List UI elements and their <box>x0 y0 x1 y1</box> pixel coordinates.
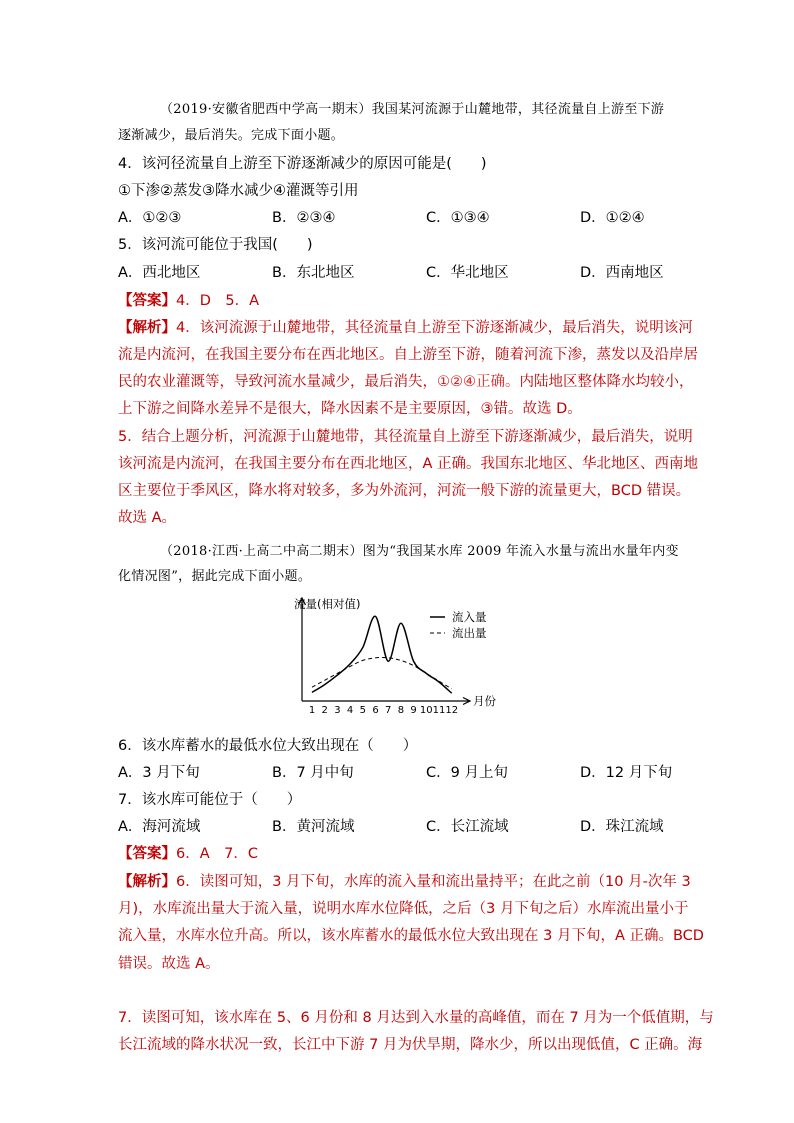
x-tick-label: 2 <box>321 705 328 716</box>
q7-stem: 7．该水库可能位于（ ） <box>118 792 302 808</box>
analysis-4-line-1 <box>118 316 693 337</box>
x-tick-label: 8 <box>397 705 405 716</box>
question-intro-1: （2019·安徽省肥西中学高一期末）我国某河流源于山麓地带，其径流量自上游至下游 <box>160 102 665 117</box>
q7-option-c: C．长江流域 <box>426 819 509 835</box>
q7-option-b: B．黄河流域 <box>272 819 355 835</box>
q5-option-b: B．东北地区 <box>272 265 355 281</box>
answer-tag-2: 【答案】 <box>118 846 176 862</box>
q5-option-c: C．华北地区 <box>426 265 509 281</box>
question-intro-1-cont: 逐渐减少，最后消失。完成下面小题。 <box>118 128 345 143</box>
q6-option-c: C．9 月上旬 <box>426 765 508 781</box>
q6-option-a: A．3 月下旬 <box>118 765 200 781</box>
x-tick-label: 4 <box>346 705 354 716</box>
analysis-4-line-4: 上下游之间降水差异不是很大，降水因素不是主要原因，③错。故选 D。 <box>118 401 582 417</box>
answer-line-1 <box>118 289 259 310</box>
x-tick-label: 10 <box>419 705 433 716</box>
analysis-5-line-3: 区主要位于季风区，降水将对较多，多为外流河，河流一般下游的流量更大，BCD 错误。 <box>118 483 691 499</box>
x-tick-label: 1 <box>308 705 316 716</box>
y-axis-label: 流量(相对值) <box>294 597 361 611</box>
analysis-tag-2: 【解析】 <box>118 874 176 890</box>
x-tick-label: 6 <box>372 705 379 716</box>
analysis-5-line-1: 5．结合上题分析，河流源于山麓地带，其径流量自上游至下游逐渐减少，最后消失，说明 <box>118 429 693 445</box>
analysis-7-line-1: 7．读图可知，该水库在 5、6 月份和 8 月达到入水量的高峰值，而在 7 月为一个低值期，与 <box>118 1010 714 1026</box>
analysis-7-line-2: 长江流域的降水状况一致，长江中下游 7 月为伏旱期，降水少，所以出现低值，C 正确。海 <box>118 1037 703 1053</box>
analysis-5-line-4: 故选 A。 <box>118 510 177 526</box>
q6-option-b: B．7 月中旬 <box>272 765 354 781</box>
q6-option-d: D．12 月下旬 <box>580 765 673 781</box>
q7-option-a: A．海河流域 <box>118 819 201 835</box>
answer-text: 4．D 5．A <box>176 293 260 309</box>
reservoir-flow-chart <box>285 588 510 723</box>
analysis-4-text-3a: 民的农业灌溉等，导致河流水量减少，最后消失， <box>118 374 437 390</box>
analysis-4-text-3b: ①②④正确。 <box>437 374 520 390</box>
q4-option-c: C．①③④ <box>426 210 490 226</box>
q5-stem: 5．该河流可能位于我国( ) <box>118 237 313 253</box>
q4-note: ①下渗②蒸发③降水减少④灌溉等引用 <box>118 183 359 199</box>
analysis-4-line-2: 流是内流河，在我国主要分布在西北地区。自上游至下游，随着河流下渗，蒸发以及沿岸居 <box>118 347 698 363</box>
analysis-4-text-3c: 内陆地区整体降水均较小， <box>519 374 694 390</box>
x-tick-label: 11 <box>432 705 446 716</box>
series-line-inflow <box>312 616 452 693</box>
analysis-6-text-1: 6．读图可知，3 月下旬，水库的流入量和流出量持平；在此之前（10 月-次年 3 <box>176 874 691 890</box>
q4-option-b: B．②③④ <box>272 210 336 226</box>
q4-option-a: A．①②③ <box>118 210 182 226</box>
analysis-6-line-1 <box>118 870 691 891</box>
analysis-6-line-3: 流入量，水库水位升高。所以，该水库蓄水的最低水位大致出现在 3 月下旬，A 正确。BCD <box>118 928 704 944</box>
x-tick-label: 3 <box>334 705 341 716</box>
x-tick-label: 12 <box>445 705 459 716</box>
q4-option-d: D．①②④ <box>580 210 645 226</box>
analysis-4-text-1: 4．该河流源于山麓地带，其径流量自上游至下游逐渐减少，最后消失，说明该河 <box>176 320 693 336</box>
q5-option-d: D．西南地区 <box>580 265 664 281</box>
series-line-outflow <box>312 657 452 688</box>
analysis-6-line-2: 月)，水库流出量大于流入量，说明水库水位降低，之后（3 月下旬之后）水库流出量小于 <box>118 901 689 917</box>
legend-label-inflow: 流入量 <box>452 610 487 624</box>
q7-option-d: D．珠江流域 <box>580 819 664 835</box>
q5-option-a: A．西北地区 <box>118 265 201 281</box>
analysis-4-line-3 <box>118 370 694 391</box>
x-tick-label: 7 <box>385 705 392 716</box>
analysis-tag: 【解析】 <box>118 320 176 336</box>
x-tick-label: 9 <box>410 705 417 716</box>
analysis-6-line-4: 错误。故选 A。 <box>118 956 220 972</box>
q4-stem: 4．该河径流量自上游至下游逐渐减少的原因可能是( ) <box>118 156 487 172</box>
question-intro-2-cont: 化情况图”，据此完成下面小题。 <box>118 569 312 584</box>
x-axis-label: 月份 <box>473 694 496 708</box>
question-intro-2: （2018·江西·上高二中高二期末）图为“我国某水库 2009 年流入水量与流出水量年内变 <box>160 544 679 559</box>
legend-label-outflow: 流出量 <box>452 626 487 640</box>
answer-line-2 <box>118 842 258 863</box>
analysis-5-line-2: 该河流是内流河，在我国主要分布在西北地区，A 正确。我国东北地区、华北地区、西南地 <box>118 456 699 472</box>
q6-stem: 6．该水库蓄水的最低水位大致出现在（ ） <box>118 738 418 754</box>
x-tick-label: 5 <box>359 705 366 716</box>
answer-text-2: 6．A 7．C <box>176 846 258 862</box>
answer-tag: 【答案】 <box>118 293 176 309</box>
